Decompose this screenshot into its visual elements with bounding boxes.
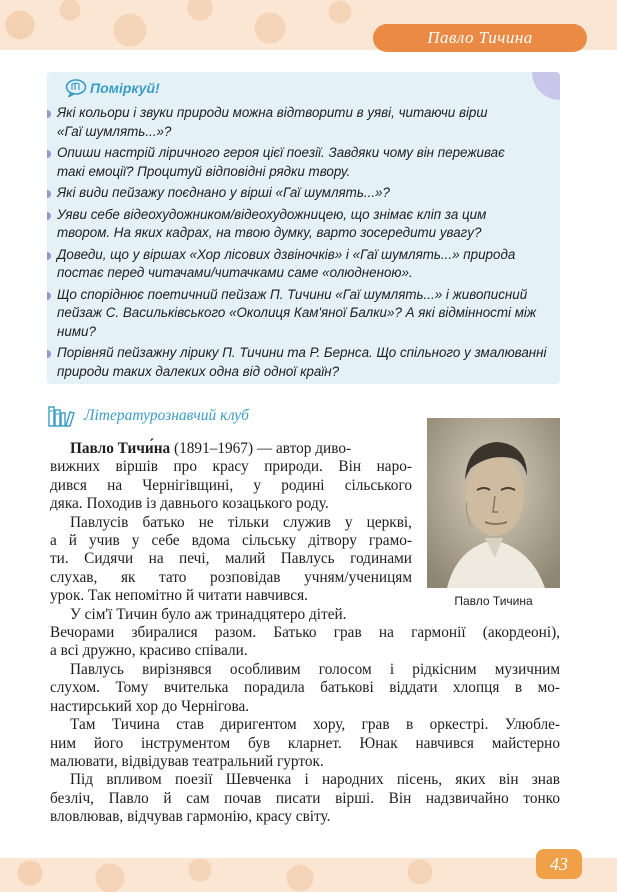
bio-line: безліч, Павло й сам почав писати вірші. Він надзвичайно тонко: [50, 789, 560, 807]
page-number: 43: [550, 853, 568, 874]
think-title-label: Поміркуй!: [90, 80, 160, 96]
bio-line: У сім'ї Тичин було аж тринадцятеро дітей.: [70, 605, 347, 623]
bio-line: вловлював, відчував гармонію, красу світу.: [50, 808, 331, 826]
question-list: [47, 104, 554, 384]
chapter-header-tab: [373, 24, 587, 52]
portrait-caption: Павло Тичина: [454, 594, 533, 608]
bio-line: Вечорами збиралися разом. Батько грав на гармонії (акордеоні),: [50, 624, 560, 642]
bio-line: Під впливом поезії Шевченка і народних пісень, яких він знав: [70, 771, 560, 789]
club-title: Літературознавчий клуб: [84, 407, 249, 424]
question-line: «Гаї шумлять...»?: [57, 123, 172, 139]
bio-line: Павлусів батько не тільки служив у церкві,: [70, 513, 412, 531]
bio-line: а й учив у себе вдома сільську дітвору грамо-: [50, 532, 412, 550]
chapter-author-label: Павло Тичина: [427, 28, 533, 47]
bullet-dot: [47, 110, 51, 118]
bio-line: урок. Так непомітно й читати навчився.: [50, 587, 308, 605]
bullet-dot: [47, 252, 51, 260]
question-line: ними?: [57, 323, 96, 339]
bullet-dot: [47, 292, 51, 300]
speech-bubble-icon: [65, 79, 87, 97]
question-line: Уяви себе відеохудожником/відеохудожницею, що знімає кліп за цим: [57, 206, 487, 222]
bullet-dot: [47, 150, 51, 158]
think-title: [65, 79, 160, 97]
list-item: [47, 104, 554, 141]
list-item: [47, 184, 554, 203]
bio-line: вижних віршів про красу природи. Він наро-: [50, 458, 412, 476]
list-item: [47, 344, 554, 381]
bio-line: дяка. Походив із давнього козацького роду.: [50, 495, 329, 513]
bio-line: ним його інструментом був кларнет. Юнак навчився майстерно: [50, 734, 560, 752]
bullet-dot: [47, 350, 51, 358]
bio-line: [50, 440, 427, 458]
question-line: Порівняй пейзажну лірику П. Тичини та Р. Бернса. Що спільного у змалюванні: [57, 345, 547, 360]
think-box: [47, 72, 560, 384]
list-item: [47, 206, 554, 243]
books-icon: [48, 405, 76, 427]
bullet-dot: [47, 212, 51, 220]
author-name: Павло Тичи́на: [70, 440, 171, 457]
bio-line: слухом. Тому вчителька порадила батькові віддати хлопця в мо-: [50, 679, 560, 697]
list-item: [47, 246, 554, 283]
bio-line: малювати, відвідував театральний гурток.: [50, 752, 324, 770]
question-line: Які види пейзажу поєднано у вірші «Гаї шумлять...»?: [57, 185, 390, 200]
bio-line: а всі дружно, красиво співали.: [50, 642, 248, 660]
question-line: Доведи, що у віршах «Хор лісових дзвіночків» і «Гаї шумлять...» природа: [57, 246, 516, 262]
bullet-dot: [47, 190, 51, 198]
bio-line: слухав, як тато розповідав учням/ученицям: [50, 568, 412, 586]
literary-club-heading: [48, 405, 249, 427]
question-line: Які кольори і звуки природи можна відтворити в уяві, читаючи вірш: [57, 105, 488, 120]
question-line: природи таких далеких одна від одної країн?: [57, 363, 340, 379]
list-item: [47, 286, 554, 342]
biography-text: [50, 440, 560, 827]
bio-line: дився на Чернігівщині, у родині сільського: [50, 476, 412, 494]
think-box-corner: [532, 72, 560, 100]
question-line: постає перед читачами/читачками саме «олюдненою».: [57, 265, 413, 280]
bio-line: Павлусь вирізнявся особливим голосом і рідкісним музичним: [70, 660, 560, 678]
list-item: [47, 144, 554, 181]
question-line: пейзаж С. Васильківського «Околиця Кам'яної Балки»? А які відмінності між: [57, 305, 537, 320]
bio-line: настирський хор до Чернігова.: [50, 697, 250, 715]
bio-line-text: (1891–1967) — автор диво-: [170, 440, 352, 457]
bio-line: Там Тичина став диригентом хору, грав в оркестрі. Улюбле-: [70, 716, 560, 734]
question-line: Що споріднює поетичний пейзаж П. Тичини «Гаї шумлять...» і живописний: [57, 286, 528, 302]
bottom-ornament-band: [0, 858, 617, 892]
question-line: Опиши настрій ліричного героя цієї поезії. Завдяки чому він переживає: [57, 145, 505, 160]
question-line: такі емоції? Процитуй відповідні рядки твору.: [57, 163, 351, 179]
question-line: твором. На яких кадрах, на твою думку, варто зосередити увагу?: [57, 225, 482, 240]
page-number-badge: [536, 849, 582, 879]
bio-line: ти. Сидячи на печі, малий Павлусь годинами: [50, 550, 412, 568]
